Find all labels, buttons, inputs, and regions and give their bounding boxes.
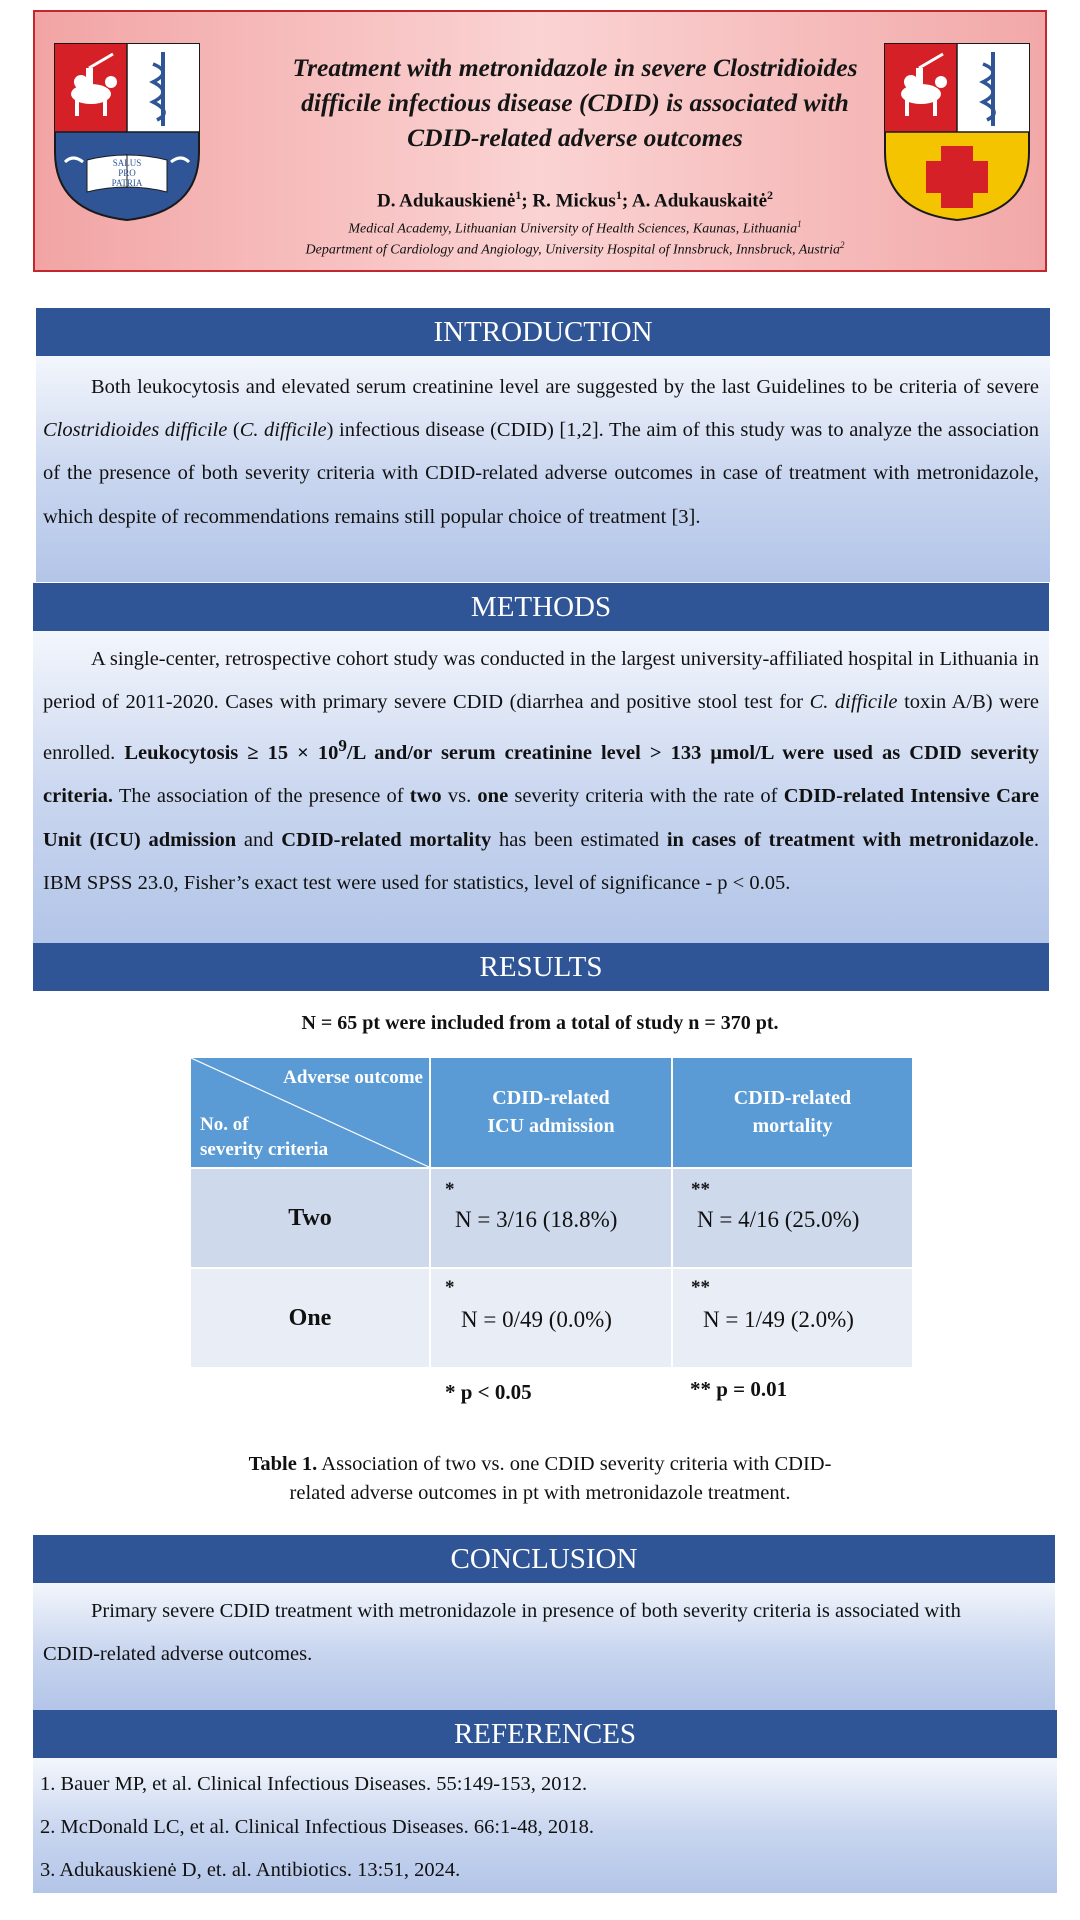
affiliation-1: Medical Academy, Lithuanian University of Health Sciences, Kaunas, Lithuania$^1$ <box>348 219 802 237</box>
significance-mark: * <box>445 1179 455 1200</box>
table-cell <box>431 1169 671 1267</box>
significance-mark: ** <box>691 1179 710 1200</box>
icu-value: N = 0/49 (0.0%) <box>461 1307 612 1332</box>
affiliation-2: Department of Cardiology and Angiology, University Hospital of Innsbruck, Innsbruck, Austria$^2$ <box>305 240 845 258</box>
author-name: A. Adukauskaitė <box>631 190 768 212</box>
author-list <box>235 188 915 212</box>
table-caption: Table 1. Association of two vs. one CDID severity criteria with CDID- related adverse outcomes in pt with metronidazole treatment. <box>248 1453 832 1504</box>
author-sup: 2 <box>767 188 774 202</box>
methods-heading: METHODS <box>33 583 1049 631</box>
results-summary: N = 65 pt were included from a total of study n = 370 pt. <box>301 1012 779 1034</box>
table-cell <box>673 1169 912 1267</box>
hospital-crest-icon <box>883 42 1031 222</box>
corner-bottom-label: No. of severity criteria <box>200 1114 329 1160</box>
corner-top-label: Adverse outcome <box>283 1067 423 1088</box>
p-note-1: * p < 0.05 <box>445 1380 532 1404</box>
mortality-value: N = 4/16 (25.0%) <box>697 1207 860 1232</box>
author-sup: 1 <box>615 188 622 202</box>
reference-item: 2. McDonald LC, et al. Clinical Infectious Diseases. 66:1-48, 2018. <box>40 1816 594 1838</box>
author-name: D. Adukauskienė <box>376 190 516 212</box>
references-heading: REFERENCES <box>33 1710 1057 1758</box>
conclusion-text: Primary severe CDID treatment with metronidazole in presence of both severity criteria is associated with CDID-related adverse outcomes. <box>43 1600 961 1666</box>
table-corner-cell <box>191 1058 429 1167</box>
col-header-mortality: CDID-related mortality <box>673 1058 912 1167</box>
author-sup: 1 <box>515 188 522 202</box>
title-line: CDID-related adverse outcomes <box>407 123 743 152</box>
title-line: Treatment with metronidazole in severe Clostridioides <box>292 53 858 82</box>
reference-item: 1. Bauer MP, et al. Clinical Infectious Diseases. 55:149-153, 2012. <box>40 1773 588 1795</box>
methods-text: A single-center, retrospective cohort study was conducted in the largest university-affiliated hospital in Lithuania in period of 2011-2020. Cases with primary severe CDID (diarrhea and positive stool test for C. difficile toxin A/B) were enrolled. Leukocytosis ≥ $15 \times 10^9/L$ and/or serum creatinine level > 133 μmol/L were used as CDID severity criteria. The association of the presence of two vs. one severity criteria with the rate of CDID-related Intensive Care Unit (ICU) admission and CDID-related mortality has been estimated in cases of treatment with metronidazole. IBM SPSS 23.0, Fisher’s exact test were used for statistics, level of significance - p < 0.05. <box>43 648 1040 894</box>
table-cell <box>431 1269 671 1367</box>
crest-motto-3: PATRIA <box>111 178 143 188</box>
introduction-heading: INTRODUCTION <box>36 308 1050 356</box>
title-line: difficile infectious disease (CDID) is associated with <box>301 88 849 117</box>
author-sep: ; <box>621 190 632 212</box>
crest-motto-1: SALUS <box>112 158 142 168</box>
table-cell <box>673 1269 912 1367</box>
significance-mark: * <box>445 1277 455 1298</box>
significance-mark: ** <box>691 1277 710 1298</box>
mortality-value: N = 1/49 (2.0%) <box>703 1307 854 1332</box>
row-label-two: Two <box>191 1169 429 1267</box>
col-header-icu: CDID-related ICU admission <box>431 1058 671 1167</box>
crest-motto-2: PRO <box>118 168 136 178</box>
author-name: R. Mickus <box>532 190 616 212</box>
university-crest-icon <box>53 42 201 222</box>
row-label-one: One <box>191 1269 429 1367</box>
author-sep: ; <box>521 190 533 212</box>
results-heading: RESULTS <box>33 943 1049 991</box>
conclusion-heading: CONCLUSION <box>33 1535 1055 1583</box>
icu-value: N = 3/16 (18.8%) <box>455 1207 618 1232</box>
p-note-2: ** p = 0.01 <box>690 1377 788 1401</box>
poster-title <box>235 50 915 155</box>
introduction-text: Both leukocytosis and elevated serum creatinine level are suggested by the last Guidelines to be criteria of severe Clostridioides difficile (C. difficile) infectious disease (CDID) [1,2]. The aim of this study was to analyze the association of the presence of both severity criteria with CDID-related adverse outcomes in case of treatment with metronidazole, which despite of recommendations remains still popular choice of treatment [3]. <box>43 376 1039 528</box>
reference-item: 3. Adukauskienė D, et. al. Antibiotics. 13:51, 2024. <box>40 1859 461 1881</box>
poster-header <box>33 10 1047 272</box>
